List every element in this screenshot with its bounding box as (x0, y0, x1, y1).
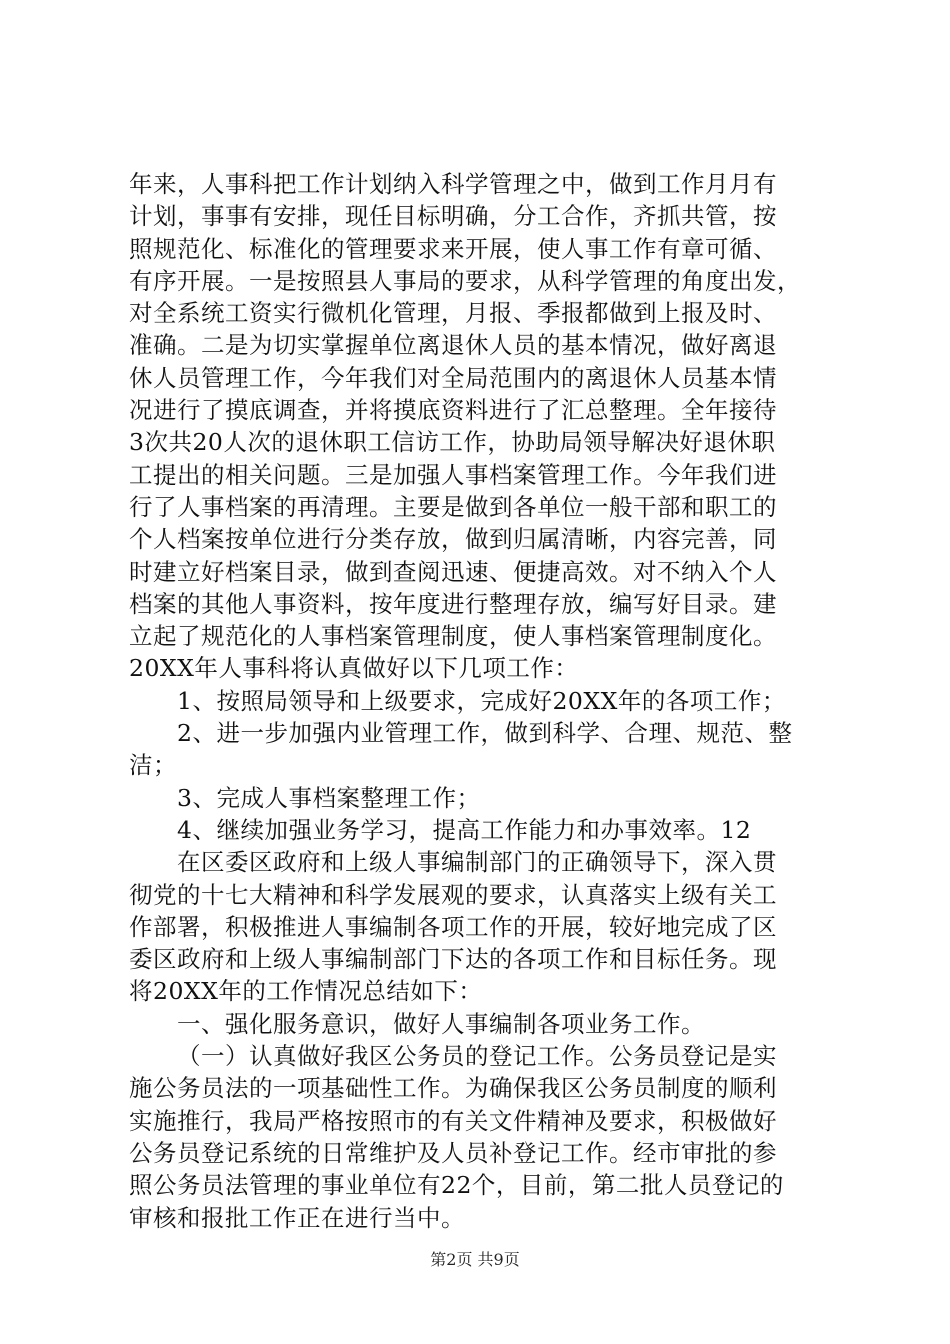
text-line: 实施推行，我局严格按照市的有关文件精神及要求，积极做好 (129, 1106, 777, 1135)
text-line: 行了人事档案的再清理。主要是做到各单位一般干部和职工的 (129, 492, 777, 521)
text-line: 照公务员法管理的事业单位有22个，目前，第二批人员登记的 (129, 1171, 784, 1200)
text-line: 有序开展。一是按照县人事局的要求，从科学管理的角度出发， (129, 266, 801, 295)
text-line: 在区委区政府和上级人事编制部门的正确领导下，深入贯 (177, 848, 777, 877)
text-line: 计划，事事有安排，现任目标明确，分工合作，齐抓共管，按 (129, 202, 777, 231)
text-line: （一）认真做好我区公务员的登记工作。公务员登记是实 (177, 1042, 777, 1071)
text-line: 2、进一步加强内业管理工作，做到科学、合理、规范、整 (177, 719, 793, 748)
text-line: 年来，人事科把工作计划纳入科学管理之中，做到工作月月有 (129, 170, 777, 198)
document-body (129, 168, 837, 1234)
text-line: 立起了规范化的人事档案管理制度，使人事档案管理制度化。 (129, 622, 777, 651)
text-line: 将20XX年的工作情况总结如下： (129, 977, 483, 1006)
text-line: 彻党的十七大精神和科学发展观的要求，认真落实上级有关工 (129, 880, 777, 909)
text-line: 委区政府和上级人事编制部门下达的各项工作和目标任务。现 (129, 945, 777, 974)
text-line: 一、强化服务意识，做好人事编制各项业务工作。 (177, 1009, 705, 1038)
text-line: 况进行了摸底调查，并将摸底资料进行了汇总整理。全年接待 (129, 396, 777, 425)
text-line: 档案的其他人事资料，按年度进行整理存放，编写好目录。建 (129, 589, 777, 618)
text-line: 施公务员法的一项基础性工作。为确保我区公务员制度的顺利 (129, 1074, 777, 1103)
text-line: 时建立好档案目录，做到查阅迅速、便捷高效。对不纳入个人 (129, 557, 777, 586)
text-line: 休人员管理工作，今年我们对全局范围内的离退休人员基本情 (129, 363, 777, 392)
text-line: 工提出的相关问题。三是加强人事档案管理工作。今年我们进 (129, 460, 777, 489)
text-line: 公务员登记系统的日常维护及人员补登记工作。经市审批的参 (129, 1138, 777, 1167)
text-line: 照规范化、标准化的管理要求来开展，使人事工作有章可循、 (129, 234, 777, 263)
text-line: 审核和报批工作正在进行当中。 (129, 1203, 465, 1232)
text-line: 3次共20人次的退休职工信访工作，协助局领导解决好退休职 (129, 428, 776, 457)
page-number-footer: 第2页 共9页 (430, 1250, 520, 1269)
text-line: 20XX年人事科将认真做好以下几项工作： (129, 654, 579, 683)
text-line: 1、按照局领导和上级要求，完成好20XX年的各项工作； (177, 686, 786, 715)
text-line: 作部署，积极推进人事编制各项工作的开展，较好地完成了区 (129, 912, 777, 941)
text-line: 准确。二是为切实掌握单位离退休人员的基本情况，做好离退 (129, 331, 777, 360)
text-line: 洁； (129, 751, 177, 780)
text-line: 个人档案按单位进行分类存放，做到归属清晰，内容完善，同 (129, 525, 777, 554)
text-line: 4、继续加强业务学习，提高工作能力和办事效率。12 (177, 815, 752, 844)
text-line: 3、完成人事档案整理工作； (177, 783, 481, 812)
text-line: 对全系统工资实行微机化管理，月报、季报都做到上报及时、 (129, 299, 777, 328)
